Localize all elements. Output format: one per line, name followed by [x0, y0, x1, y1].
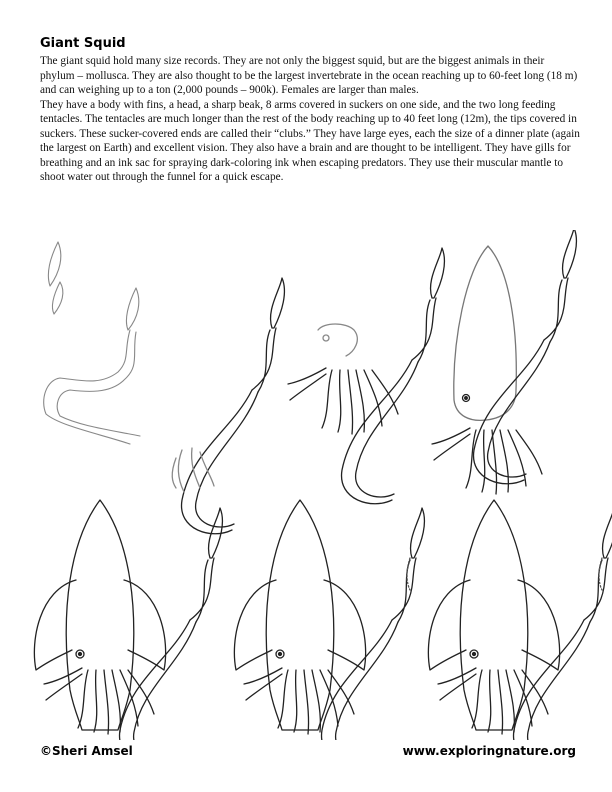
page-title: Giant Squid	[40, 36, 126, 51]
website-link[interactable]: www.exploringnature.org	[402, 744, 576, 758]
step-5-drawing	[34, 500, 222, 740]
step-2-drawing	[172, 278, 284, 534]
copyright-text: ©Sheri Amsel	[40, 744, 133, 758]
description-text	[40, 54, 580, 185]
paragraph-1: The giant squid hold many size records. They are not only the biggest squid, but are the biggest animals in their phylum – mollusca. They are also thought to be the largest invertebrate in the ocean reaching up to 60-feet long (18 m) and can weighing up to a ton (2,000 pounds – 900k). Females are larger than males.	[40, 55, 578, 96]
paragraph-2: They have a body with fins, a head, a sharp beak, 8 arms covered in suckers on one side, and the two long feeding tentacles. The tentacles are much longer than the rest of the body reaching up to 40 feet long (12m), the tips covered in suckers. These sucker-covered ends are called their “clubs.” They have large eyes, each the size of a dinner plate (again the largest on Earth) and excellent vision. They also have a brain and are thought to be intelligent. They have gills for breathing and an ink sac for spraying dark-coloring ink when escaping predators. They use their muscular mantle to shoot water out through the funnel for a quick escape.	[40, 98, 580, 183]
step-1-drawing	[44, 242, 140, 444]
step-4-drawing	[432, 230, 576, 494]
step-7-drawing	[428, 500, 612, 740]
step-3-drawing	[288, 248, 444, 504]
drawing-steps	[0, 230, 612, 740]
step-6-drawing	[234, 500, 424, 740]
